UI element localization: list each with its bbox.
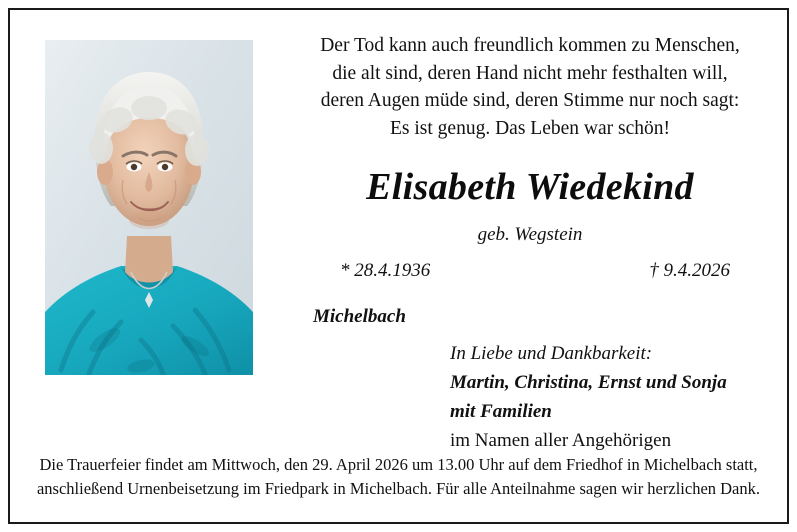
- poem-text: [275, 32, 785, 143]
- birth-date: * 28.4.1936: [340, 260, 431, 281]
- deceased-name: Elisabeth Wiedekind: [366, 166, 694, 208]
- funeral-details-line-2: anschließend Urnenbeisetzung im Friedpark in Michelbach. Für alle Anteilnahme sagen wir herzlichen Dank.: [36, 479, 761, 499]
- family-message: [450, 340, 790, 456]
- family-message-line-2: Martin, Christina, Ernst und Sonja: [450, 371, 727, 393]
- family-message-line-1: In Liebe und Dankbarkeit:: [450, 343, 653, 364]
- poem-line-4: Es ist genug. Das Leben war schön!: [390, 118, 670, 140]
- life-dates: [340, 260, 730, 282]
- maiden-name: geb. Wegstein: [477, 224, 583, 245]
- funeral-details: [30, 453, 767, 503]
- funeral-details-line-1: Die Trauerfeier findet am Mittwoch, den 29. April 2026 um 13.00 Uhr auf dem Friedhof in Michelbach statt,: [39, 454, 758, 474]
- family-message-line-4: im Namen aller Angehörigen: [450, 429, 672, 451]
- portrait-photo-image: [45, 40, 253, 375]
- poem-line-2: die alt sind, deren Hand nicht mehr festhalten will,: [332, 62, 728, 84]
- poem-line-1: Der Tod kann auch freundlich kommen zu Menschen,: [320, 35, 740, 56]
- death-date: † 9.4.2026: [649, 260, 730, 281]
- family-message-line-3: mit Familien: [450, 400, 552, 422]
- place-of-residence: Michelbach: [313, 306, 406, 327]
- poem-line-3: deren Augen müde sind, deren Stimme nur noch sagt:: [320, 90, 740, 112]
- portrait-photo: [45, 40, 253, 375]
- obituary-content: [10, 10, 787, 522]
